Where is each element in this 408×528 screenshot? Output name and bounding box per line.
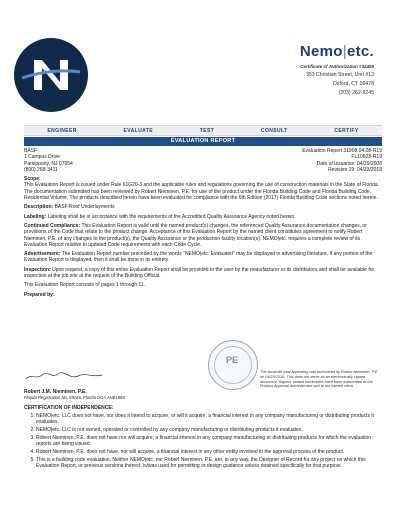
description-heading: Description: [24, 204, 54, 211]
advertisement-text: The Evaluation Report number preceded by the words "NEMO|etc. Evaluated" may be displayed in advertising literature. If any portion of the Evaluation Report is displayed, then it shall be done in its entirety. [24, 251, 373, 264]
cert-item-3: 3. Robert Nieminen, P.E. does not have nor will acquire, a financial interest in any company manufacturing or distributing products for which the evaluation reports are being issued. [36, 435, 382, 448]
client-name: BASF [24, 148, 38, 154]
revision-date: Revision 19: 04/23/2018 [328, 166, 382, 173]
certification-heading: CERTIFICATION OF INDEPENDENCE: [24, 404, 114, 411]
labeling-heading: Labeling: [24, 213, 47, 220]
nav-consult[interactable]: CONSULT [260, 127, 288, 134]
company-logo [14, 38, 88, 112]
certification-list [24, 413, 382, 469]
certificate-line: Certificate of Authorization #32455 [300, 64, 374, 69]
nav-bar [24, 125, 382, 136]
continued-compliance-heading: Continued Compliance: [24, 222, 81, 229]
labeling-text: Labeling shall be in accordance with the requirements of the Accredited Quality Assurance Agency noted herein. [47, 213, 296, 220]
client-city: Parsippany, NJ 07054 [24, 160, 73, 167]
client-street: 1 Campus Drive [24, 154, 60, 161]
address-line-1: 353 Christian Street, Unit #13 [305, 72, 374, 78]
company-address [300, 62, 374, 98]
signature-image [24, 372, 104, 381]
engineer-seal [208, 340, 258, 390]
report-title: EVALUATION REPORT [24, 137, 382, 146]
scope-text: This Evaluation Report is issued under Rule 61G20-3 and the applicable rules and regulations governing the use of construction materials in the State of Florida. The documentation submitted has been reviewed by Robert Nieminen, P.E. for use of the product under the Florida Building Code and Florida Building Code, Residential Volume. The products described herein have been evaluated for compliance with the 6th Edition (2017) Florida Building Code sections noted herein. [24, 182, 379, 202]
continued-compliance-section [24, 223, 382, 248]
pages-note: This Evaluation Report consists of pages 1 through 11. [24, 282, 146, 289]
fl-number: FL10828-R19 [351, 154, 382, 161]
seal-mark: PE [226, 355, 239, 365]
signature-note: The facsimile seal appearing was authorized by Robert Nieminen, P.E. on 04/23/2018. This does not serve as an electronically signed document. Signed, sealed hardcopies have been transmitted to the Product Approval Administrator and to the named client. [260, 370, 379, 389]
issuance-date: Date of Issuance: 04/29/2008 [316, 160, 382, 167]
cert-item-1: 1. NEMO|etc. LLC does not have, nor does it intend to acquire, or will it acquire, a financial interest in any company manufacturing or distributing products it evaluates. [36, 413, 382, 426]
prepared-by-label: Prepared by: [24, 291, 55, 298]
nav-evaluate[interactable]: EVALUATE [123, 127, 153, 134]
brand-name: Nemo|etc. [299, 43, 374, 60]
cert-item-4: 4. Robert Nieminen, P.E. does not have, nor will acquire, a financial interest in any other entity involved in the approval process of the product. [36, 449, 382, 455]
seal-ring [214, 346, 252, 384]
report-number: Evaluation Report 31908.04.08-R19 [302, 148, 382, 154]
nav-certify[interactable]: CERTIFY [334, 127, 359, 134]
continued-compliance-text: This Evaluation Report is valid until the named product(s) changes, the referenced Quality Assurance documentation changes, or provisions of the Code that relate to the product change. Acceptance of this Evaluation Report by the named client constitutes agreement to notify Robert Nieminen, P.E. of any changes to the product(s), the Quality Assurance or the production facility location(s). NEMO|etc. requires a complete review of its Evaluation Report relative to updated Code requirements with each Code Cycle. [24, 222, 367, 248]
nav-engineer[interactable]: ENGINEER [47, 127, 77, 134]
cert-item-2: 2. NEMO|etc. LLC is not owned, operated or controlled by any company manufacturing or distributing products it evaluates. [36, 427, 382, 433]
report-body [24, 148, 382, 298]
address-line-2: Oxford, CT 06478 [332, 81, 374, 87]
certification-block [24, 389, 382, 471]
inspection-heading: Inspection: [24, 266, 51, 273]
signer-license: Florida Registration No. 59166, Florida DCA ANE1983 [24, 395, 125, 401]
address-line-3: (203) 262-9245 [338, 90, 374, 96]
inspection-text: Upon request, a copy of this entire Evaluation Report shall be provided to the user by the manufacturer or its distributors and shall be available for inspection at the job site at the request of the Building Official. [24, 266, 375, 280]
scope-heading: Scope: [24, 176, 41, 183]
client-phone: (800) 268-3411 [24, 166, 58, 173]
nav-test[interactable]: TEST [199, 127, 215, 134]
logo-mark-icon [14, 38, 88, 112]
cert-item-5: 5. This is a building code evaluation. Neither NEMO|etc. nor Robert Nieminen, P.E. are, in any way, the Designer of Record for any project on which this Evaluation Report, or previous versions thereof, is/was used for permitting or design guidance unless retained specifically for that purpose. [36, 457, 382, 470]
advertisement-heading: Advertisement: [24, 251, 61, 258]
advertisement-section [24, 251, 382, 264]
description-text: BASF Roof Underlayments [54, 204, 115, 211]
signer-name: Robert J.M. Nieminen, P.E. [24, 389, 87, 395]
inspection-section [24, 267, 382, 280]
